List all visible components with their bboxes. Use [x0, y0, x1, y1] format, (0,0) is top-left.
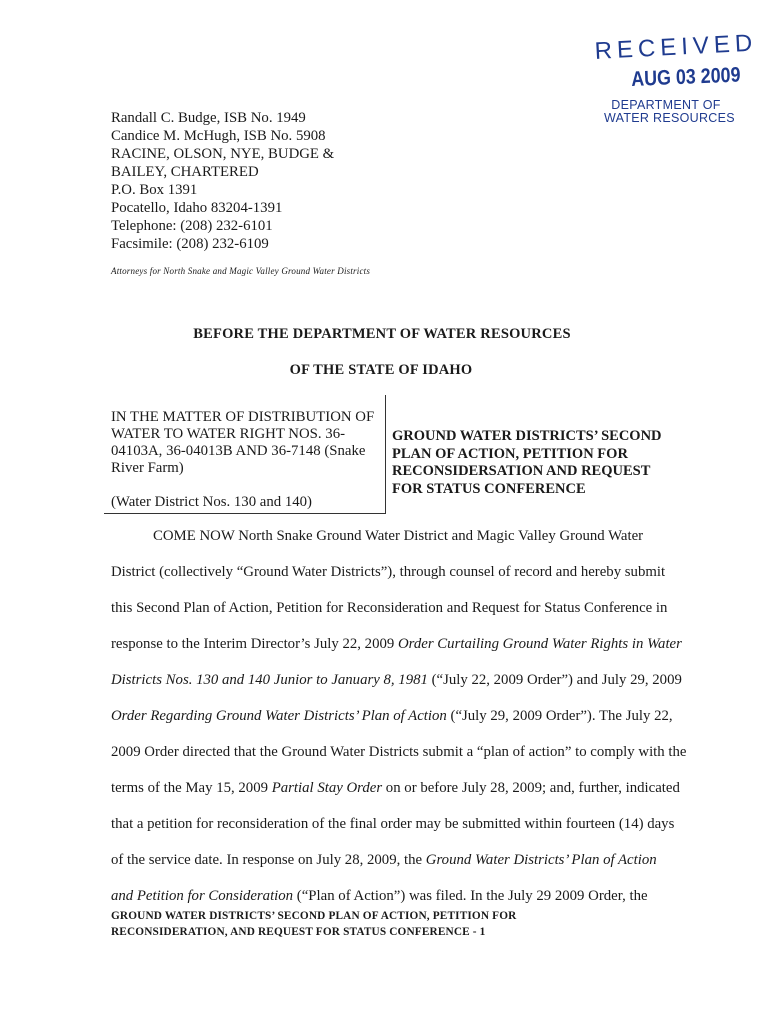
caption-matter-line: IN THE MATTER OF DISTRIBUTION OF [111, 409, 375, 425]
caption-title-line: PLAN OF ACTION, PETITION FOR [392, 445, 628, 462]
body-line: that a petition for reconsideration of the final order may be submitted within fourteen (14) days [111, 816, 675, 832]
attorney-line: Randall C. Budge, ISB No. 1949 [111, 110, 306, 126]
received-date: AUG 03 2009 [631, 63, 741, 91]
order-citation: Order Regarding Ground Water Districts’ Plan of Action [111, 708, 447, 724]
body-line [111, 672, 682, 689]
attorney-line: Candice M. McHugh, ISB No. 5908 [111, 128, 326, 144]
body-line: COME NOW North Snake Ground Water District and Magic Valley Ground Water [153, 528, 644, 544]
body-line: 2009 Order directed that the Ground Water Districts submit a “plan of action” to comply with the [111, 744, 687, 760]
body-text-run: terms of the May 15, 2009 [111, 780, 272, 796]
body-text-run: (“Plan of Action”) was filed. In the July 29 2009 Order, the [293, 888, 648, 904]
attorneys-for: Attorneys for North Snake and Magic Valley Ground Water Districts [111, 266, 371, 276]
order-citation: Ground Water Districts’ Plan of Action [425, 852, 657, 868]
order-citation: Districts Nos. 130 and 140 Junior to January 8, 1981 [111, 672, 428, 688]
body-line: District (collectively “Ground Water Districts”), through counsel of record and hereby submit [111, 564, 666, 580]
attorney-line: RACINE, OLSON, NYE, BUDGE & [111, 146, 335, 162]
body-text-run: of the service date. In response on July 28, 2009, the [111, 852, 426, 868]
stamp-department [604, 98, 735, 125]
caption-matter [111, 409, 391, 477]
footer-line: GROUND WATER DISTRICTS’ SECOND PLAN OF ACTION, PETITION FOR [111, 910, 517, 922]
caption-districts: (Water District Nos. 130 and 140) [111, 494, 312, 510]
attorney-line: Pocatello, Idaho 83204-1391 [111, 200, 283, 216]
caption-title-line: RECONSIDERSATION AND REQUEST [392, 463, 651, 479]
caption-title-line: FOR STATUS CONFERENCE [392, 480, 586, 497]
body-line [111, 636, 682, 653]
caption-matter-line: WATER TO WATER RIGHT NOS. 36- [111, 426, 346, 442]
body-text-run: (“July 29, 2009 Order”). The July 22, [446, 708, 673, 724]
body-line [111, 888, 648, 905]
order-citation: Partial Stay Order [271, 780, 383, 796]
attorney-line: BAILEY, CHARTERED [111, 164, 259, 180]
attorney-line: Telephone: (208) 232-6101 [111, 218, 273, 234]
order-citation: Order Curtailing Ground Water Rights in Water [397, 636, 682, 652]
body-line [111, 852, 657, 869]
state-heading: OF THE STATE OF IDAHO [289, 362, 473, 378]
stamp-department-line1: DEPARTMENT OF [611, 98, 721, 112]
body-line [111, 708, 673, 725]
caption-underline [104, 513, 386, 514]
caption-divider [385, 395, 386, 514]
body-text-run: (“July 22, 2009 Order”) and July 29, 2009 [427, 672, 682, 688]
body-text-run: response to the Interim Director’s July 22, 2009 [111, 636, 398, 652]
caption-title-line: GROUND WATER DISTRICTS’ SECOND [392, 428, 662, 444]
footer-line: RECONSIDERATION, AND REQUEST FOR STATUS CONFERENCE - 1 [111, 926, 486, 938]
attorney-line: P.O. Box 1391 [111, 182, 198, 198]
caption-title [392, 428, 662, 498]
body-line [111, 780, 680, 797]
page-footer [111, 908, 516, 940]
court-heading: BEFORE THE DEPARTMENT OF WATER RESOURCES [193, 326, 571, 342]
body-line: this Second Plan of Action, Petition for Reconsideration and Request for Status Conference in [111, 600, 668, 616]
attorney-block [111, 109, 334, 253]
received-stamp: RECEIVED [594, 29, 758, 65]
stamp-department-line2: WATER RESOURCES [604, 111, 735, 125]
body-text-run: on or before July 28, 2009; and, further, indicated [382, 780, 680, 796]
attorney-line: Facsimile: (208) 232-6109 [111, 236, 269, 252]
caption-matter-line: 04103A, 36-04013B AND 36-7148 (Snake [111, 443, 366, 459]
order-citation: and Petition for Consideration [111, 888, 294, 904]
caption-matter-line: River Farm) [111, 460, 184, 476]
